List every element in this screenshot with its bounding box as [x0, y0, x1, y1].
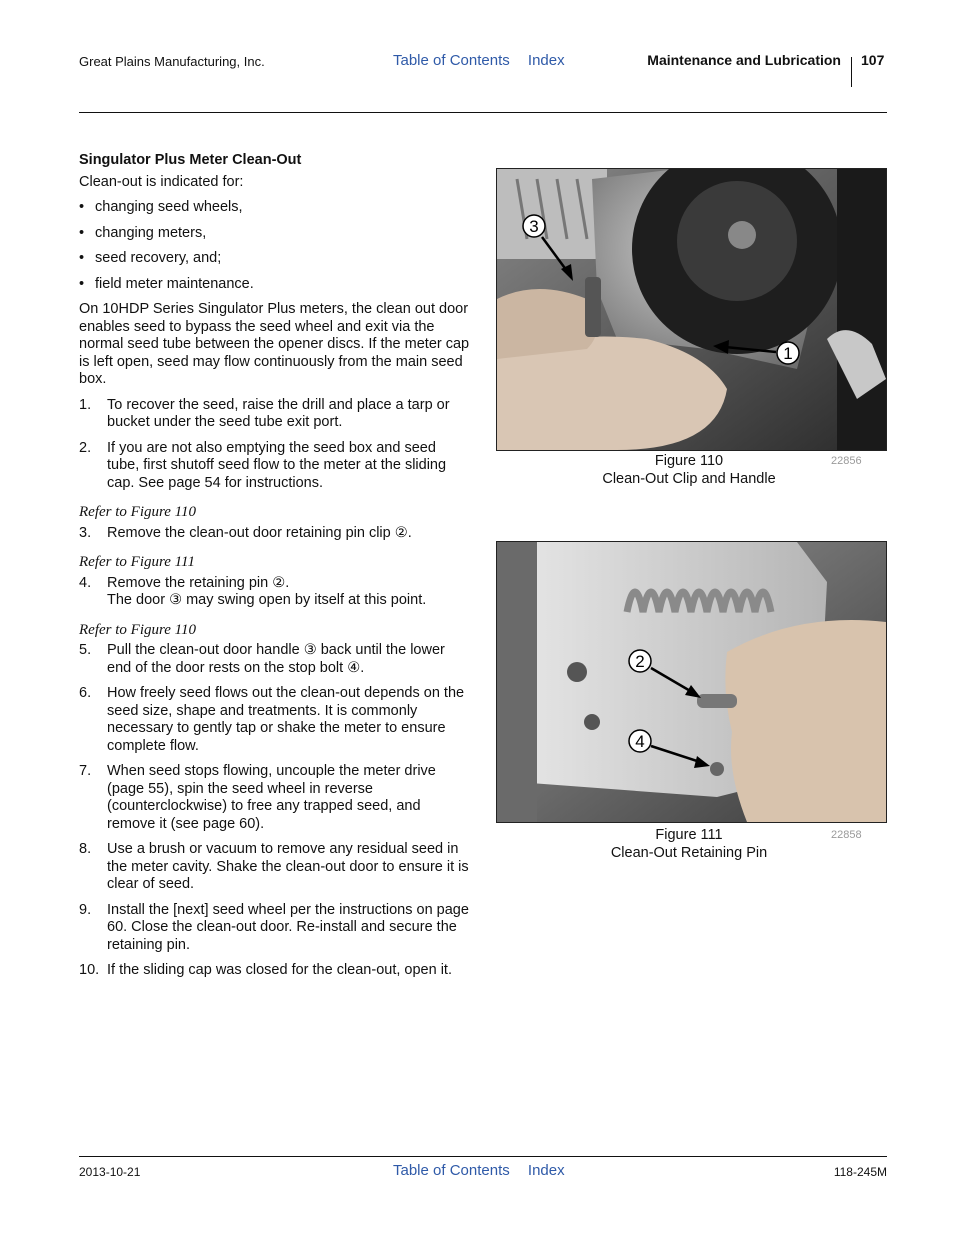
- step-item: 8. Use a brush or vacuum to remove any residual seed in the meter cavity. Shake the clean-out door to ensure it is clear of seed.: [79, 841, 469, 892]
- callout-3: 3: [529, 217, 539, 236]
- footer-date: 2013-10-21: [79, 1165, 141, 1179]
- footer-toc-link[interactable]: Table of Contents: [393, 1162, 510, 1179]
- figure-reference[interactable]: Refer to Figure 111: [79, 554, 195, 570]
- figure-111-title: Clean-Out Retaining Pin: [610, 844, 768, 861]
- step-item: 9. Install the [next] seed wheel per the instructions on page 60. Close the clean-out door. Re-install and secure the retaining pin.: [79, 901, 469, 953]
- figure-reference[interactable]: Refer to Figure 110: [79, 504, 197, 520]
- steps-list-a: [79, 397, 471, 493]
- footer-rule: [79, 1156, 887, 1157]
- footer-document-number: 118-245M: [833, 1165, 887, 1179]
- steps-list-b: [79, 525, 471, 543]
- figure-reference[interactable]: Refer to Figure 110: [79, 621, 197, 638]
- header-toc-link[interactable]: Table of Contents: [393, 52, 510, 69]
- step-item: 7. When seed stops flowing, uncouple the meter drive (page 55), spin the seed wheel in reverse (counterclockwise) to free any trapped seed, and remove it (see page 60).: [79, 763, 436, 832]
- figure-110-caption: [539, 453, 839, 488]
- step-item: 10. If the sliding cap was closed for the clean-out, open it.: [79, 962, 452, 978]
- figure-110-label: Figure 110: [654, 453, 724, 469]
- step-subnote: The door ③ may swing open by itself at this point.: [107, 592, 427, 608]
- figure-111-caption: [539, 827, 839, 862]
- list-item: • field meter maintenance.: [79, 276, 471, 294]
- step-item: 4. Remove the retaining pin ②. The door ③ may swing open by itself at this point.: [79, 575, 471, 610]
- indication-list: [79, 199, 471, 293]
- section-title: Singulator Plus Meter Clean-Out: [79, 152, 302, 168]
- step-item: 1. To recover the seed, raise the drill and place a tarp or bucket under the seed tube exit port.: [79, 396, 450, 430]
- footer-index-link[interactable]: Index: [527, 1162, 565, 1179]
- step-item: 5. Pull the clean-out door handle ③ back until the lower end of the door rests on the stop bolt ④.: [79, 642, 445, 676]
- steps-list-d: [79, 642, 471, 980]
- list-item: • changing meters,: [79, 225, 471, 243]
- callout-1: 1: [783, 344, 793, 363]
- figure-110-title: Clean-Out Clip and Handle: [602, 470, 776, 487]
- header-company: Great Plains Manufacturing, Inc.: [79, 54, 265, 69]
- header-rule: [79, 112, 887, 113]
- callout-4: 4: [635, 732, 645, 751]
- header-index-link[interactable]: Index: [527, 52, 565, 69]
- main-column: [79, 152, 471, 988]
- footer-nav: [393, 1162, 565, 1179]
- figure-111-illustration: [497, 542, 886, 822]
- step-item: 2. If you are not also emptying the seed box and seed tube, first shutoff seed flow to the meter at the sliding cap. See page 54 for instructions.: [79, 439, 447, 491]
- list-item: • seed recovery, and;: [79, 250, 471, 268]
- header-nav: [393, 52, 565, 69]
- step-item: 3. Remove the clean-out door retaining pin clip ②.: [79, 524, 412, 541]
- page-number: 107: [861, 52, 885, 68]
- description-paragraph: On 10HDP Series Singulator Plus meters, the clean out door enables seed to bypass the seed wheel and exit via the normal seed tube between the opener discs. If the meter cap is left open, seed may flow continuously from the main seed box.: [79, 301, 470, 387]
- list-item: • changing seed wheels,: [79, 199, 471, 217]
- figure-111-label: Figure 111: [655, 827, 723, 843]
- figure-110-image-number: 22856: [831, 455, 862, 467]
- figure-111-photo: [496, 541, 887, 823]
- figure-111-image-number: 22858: [831, 829, 862, 841]
- steps-list-c: [79, 575, 471, 610]
- figure-110-illustration: [497, 169, 886, 450]
- intro-text: Clean-out is indicated for:: [79, 173, 244, 190]
- figure-110-photo: [496, 168, 887, 451]
- callout-2: 2: [635, 652, 645, 671]
- header-section-title: Maintenance and Lubrication: [647, 52, 841, 68]
- step-item: 6. How freely seed flows out the clean-out depends on the seed size, shape and treatments. It is commonly necessary to gently tap or shake the meter to ensure complete flow.: [79, 685, 465, 754]
- header-divider: [851, 57, 852, 87]
